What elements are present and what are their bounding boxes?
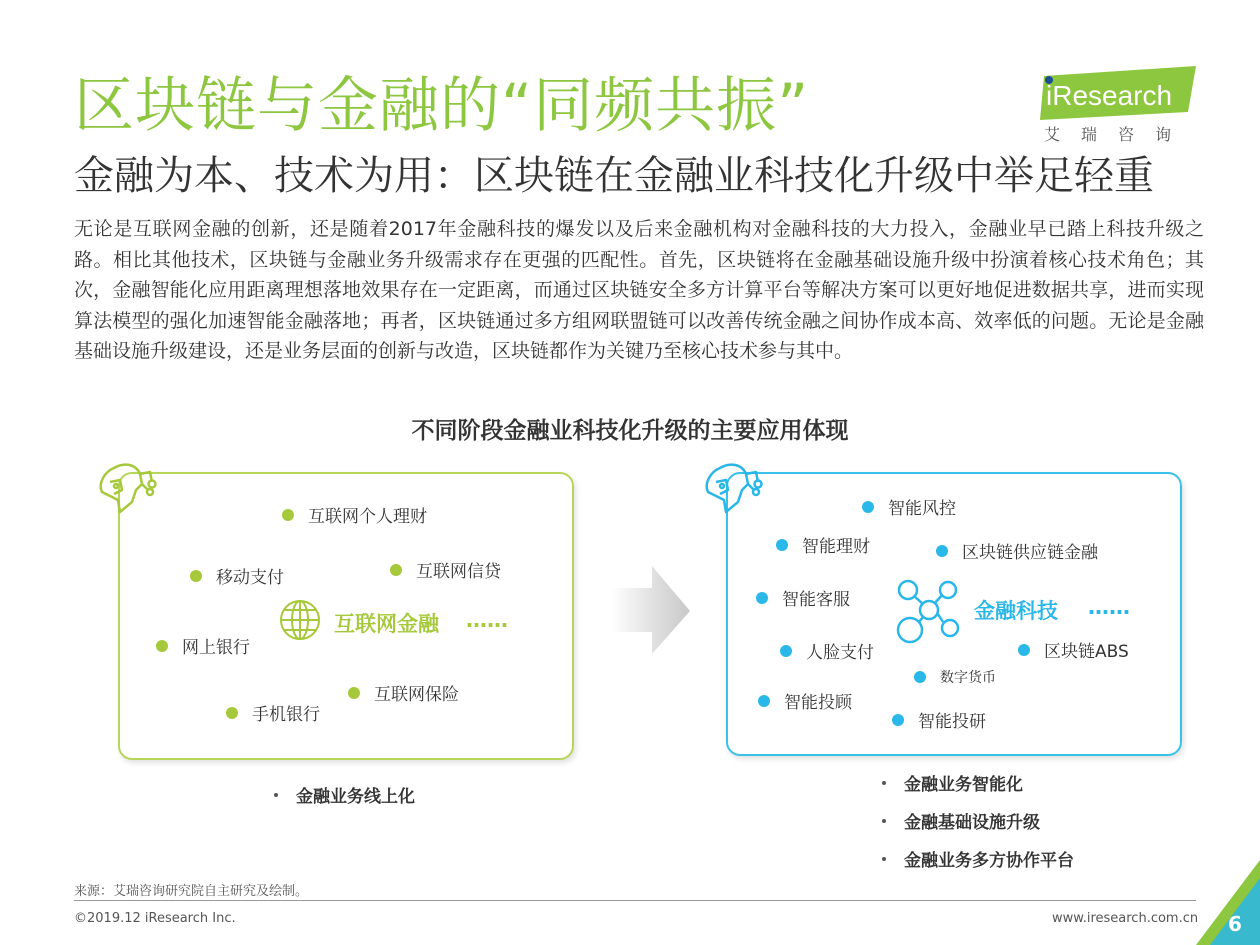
list-item: 智能风控 — [862, 494, 956, 519]
copyright: ©2019.12 iResearch Inc. — [74, 911, 236, 926]
logo-brand-text: iResearch — [1046, 80, 1173, 111]
list-item: 手机银行 — [226, 700, 320, 725]
list-item: 互联网保险 — [348, 680, 459, 705]
left-bullet: 金融业务线上化 — [274, 782, 415, 807]
list-item: 智能客服 — [756, 585, 850, 610]
page-number: 6 — [1228, 912, 1242, 936]
intro-paragraph: 无论是互联网金融的创新，还是随着2017年金融科技的爆发以及后来金融机构对金融科技的大力投入，金融业早已踏上科技升级之路。相比其他技术，区块链与金融业务升级需求存在更强的匹配性。首先，区块链将在金融基础设施升级中扮演着核心技术角色；其次，金融智能化应用距离理想落地效果存在一定距离，而通过区块链安全多方计算平台等解决方案可以更好地促进数据共享，进而实现算法模型的强化加速智能金融落地；再者，区块链通过多方组网联盟链可以改善传统金融之间协作成本高、效率低的问题。无论是金融基础设施升级建设，还是业务层面的创新与改造，区块链都作为关键乃至核心技术参与其中。 — [74, 218, 1204, 362]
page-subtitle: 金融为本、技术为用：区块链在金融业科技化升级中举足轻重 — [74, 153, 1154, 199]
page-title: 区块链与金融的“同频共振” — [74, 71, 810, 141]
network-nodes-icon — [892, 578, 962, 646]
logo-brand-cn: 艾瑞咨询 — [1044, 125, 1193, 144]
left-ellipsis: …… — [466, 608, 508, 632]
fintech-label: 金融科技 — [974, 599, 1058, 623]
list-item: 智能投顾 — [758, 688, 852, 713]
right-bullet: 金融业务智能化 — [882, 770, 1023, 795]
robot-head-icon — [96, 460, 158, 516]
list-item: 智能理财 — [776, 532, 870, 557]
list-item: 人脸支付 — [780, 638, 874, 663]
right-bullet: 金融基础设施升级 — [882, 808, 1040, 833]
list-item: 区块链ABS — [1018, 637, 1129, 662]
right-ellipsis: …… — [1088, 595, 1130, 619]
internet-finance-label: 互联网金融 — [334, 612, 439, 636]
list-item: 互联网信贷 — [390, 557, 501, 582]
list-item: 网上银行 — [156, 633, 250, 658]
right-arrow-icon — [612, 566, 692, 656]
right-bullet: 金融业务多方协作平台 — [882, 846, 1074, 871]
list-item: 互联网个人理财 — [282, 502, 427, 527]
website-url: www.iresearch.com.cn — [1052, 911, 1199, 926]
footer-divider — [74, 900, 1196, 901]
list-item: 区块链供应链金融 — [936, 538, 1098, 563]
list-item: 移动支付 — [190, 563, 284, 588]
list-item: 智能投研 — [892, 707, 986, 732]
source-note: 来源：艾瑞咨询研究院自主研究及绘制。 — [74, 884, 309, 899]
diagram-title: 不同阶段金融业科技化升级的主要应用体现 — [411, 418, 849, 444]
globe-icon — [278, 598, 322, 642]
list-item: 数字货币 — [914, 667, 996, 687]
robot-head-icon — [702, 460, 764, 516]
